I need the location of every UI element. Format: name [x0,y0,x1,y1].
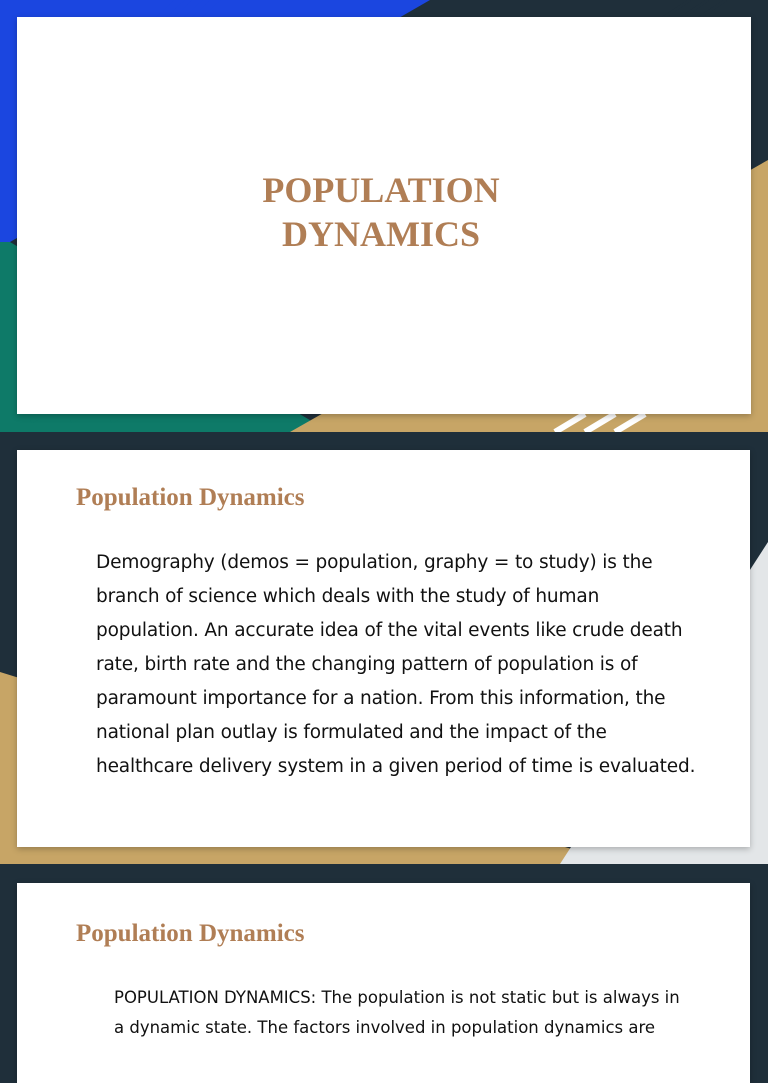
content-slide-1 [0,432,768,864]
section-heading-1: Population Dynamics [76,484,305,511]
section-body-2: POPULATION DYNAMICS: The population is not static but is always in a dynamic state. The factors involved in population dynamics are [114,988,680,1037]
content-slide-2 [0,866,768,1037]
section-heading-2: Population Dynamics [76,920,305,947]
title-slide [0,0,768,432]
section-body-1: Demography (demos = population, graphy = to study) is the branch of science which deals with the study of human population. An accurate idea of the vital events like crude death rate, birth rate and the changing pattern of population is of paramount importance for a nation. From this information, the national plan outlay is formulated and the impact of the healthcare delivery system in a given period of time is evaluated. [96,552,696,777]
title-line-2: DYNAMICS [282,214,480,254]
page-title [0,168,762,256]
title-line-1: POPULATION [262,170,500,210]
